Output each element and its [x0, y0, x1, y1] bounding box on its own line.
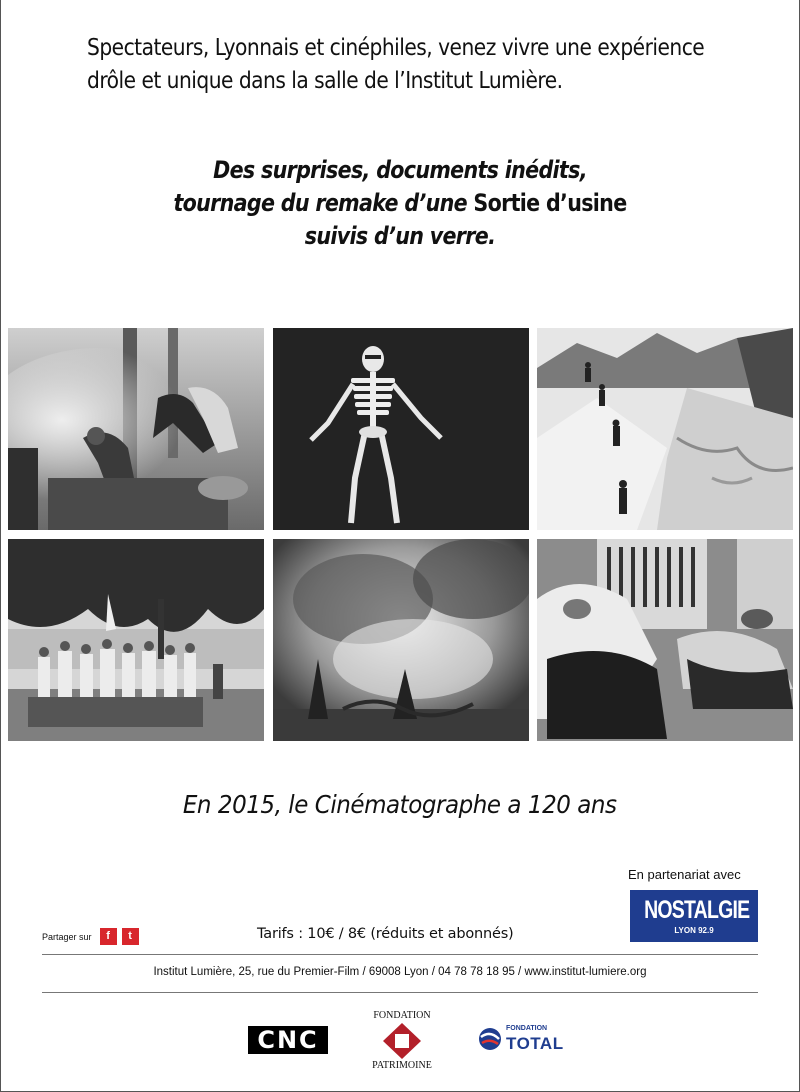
tarifs-text: Tarifs : 10€ / 8€ (réduits et abonnés)	[257, 926, 514, 942]
tagline	[0, 154, 800, 253]
anniversary-text: En 2015, le Cinématographe a 120 ans	[183, 790, 617, 819]
tagline-line-2-italic: tournage du remake d’une	[173, 189, 474, 217]
photo-glacier-climbers	[537, 328, 793, 530]
total-brand: TOTAL	[506, 1034, 564, 1053]
divider-bottom	[42, 992, 758, 993]
tagline-film-title: Sortie d’usine	[473, 189, 627, 217]
share-label: Partager sur	[42, 931, 92, 942]
partner-label: En partenariat avec	[628, 867, 741, 882]
total-globe-icon	[478, 1027, 502, 1051]
nostalgie-frequency: LYON 92.9	[674, 926, 714, 935]
photo-workers-steam	[8, 328, 264, 530]
address-text: Institut Lumière, 25, rue du Premier-Film / 69008 Lyon / 04 78 78 18 95 / www.institut-lumiere.org	[153, 966, 647, 978]
intro-line-1: Spectateurs, Lyonnais et cinéphiles, venez vivre une expérience	[87, 35, 705, 61]
photo-gymnasts-tree	[8, 539, 264, 741]
nostalgie-brand: NOSTALGIE	[644, 896, 750, 924]
divider-top	[42, 954, 758, 955]
facebook-share-button[interactable]: f	[100, 928, 117, 945]
fondation-patrimoine-bottom: PATRIMOINE	[372, 1060, 432, 1071]
fondation-patrimoine-logo	[362, 1010, 442, 1072]
photo-skeleton	[273, 328, 529, 530]
fondation-total-logo	[478, 1024, 573, 1054]
tagline-line-2	[56, 187, 744, 220]
nostalgie-logo[interactable]	[630, 890, 758, 942]
tagline-line-3: suivis d’un verre.	[304, 222, 496, 250]
cnc-logo: CNC	[248, 1026, 328, 1054]
photo-oil-fire-smoke	[273, 539, 529, 741]
intro-line-2: drôle et unique dans la salle de l’Institut Lumière.	[87, 68, 563, 94]
anniversary-heading	[0, 790, 800, 819]
share-bar	[42, 928, 139, 945]
total-fondation-label: FONDATION	[506, 1025, 548, 1032]
twitter-share-button[interactable]: t	[122, 928, 139, 945]
intro-text	[87, 32, 705, 98]
photo-sleeping-figures	[537, 539, 793, 741]
tagline-line-1: Des surprises, documents inédits,	[213, 156, 587, 184]
fondation-patrimoine-icon	[382, 1022, 422, 1060]
fondation-patrimoine-top: FONDATION	[373, 1010, 431, 1021]
